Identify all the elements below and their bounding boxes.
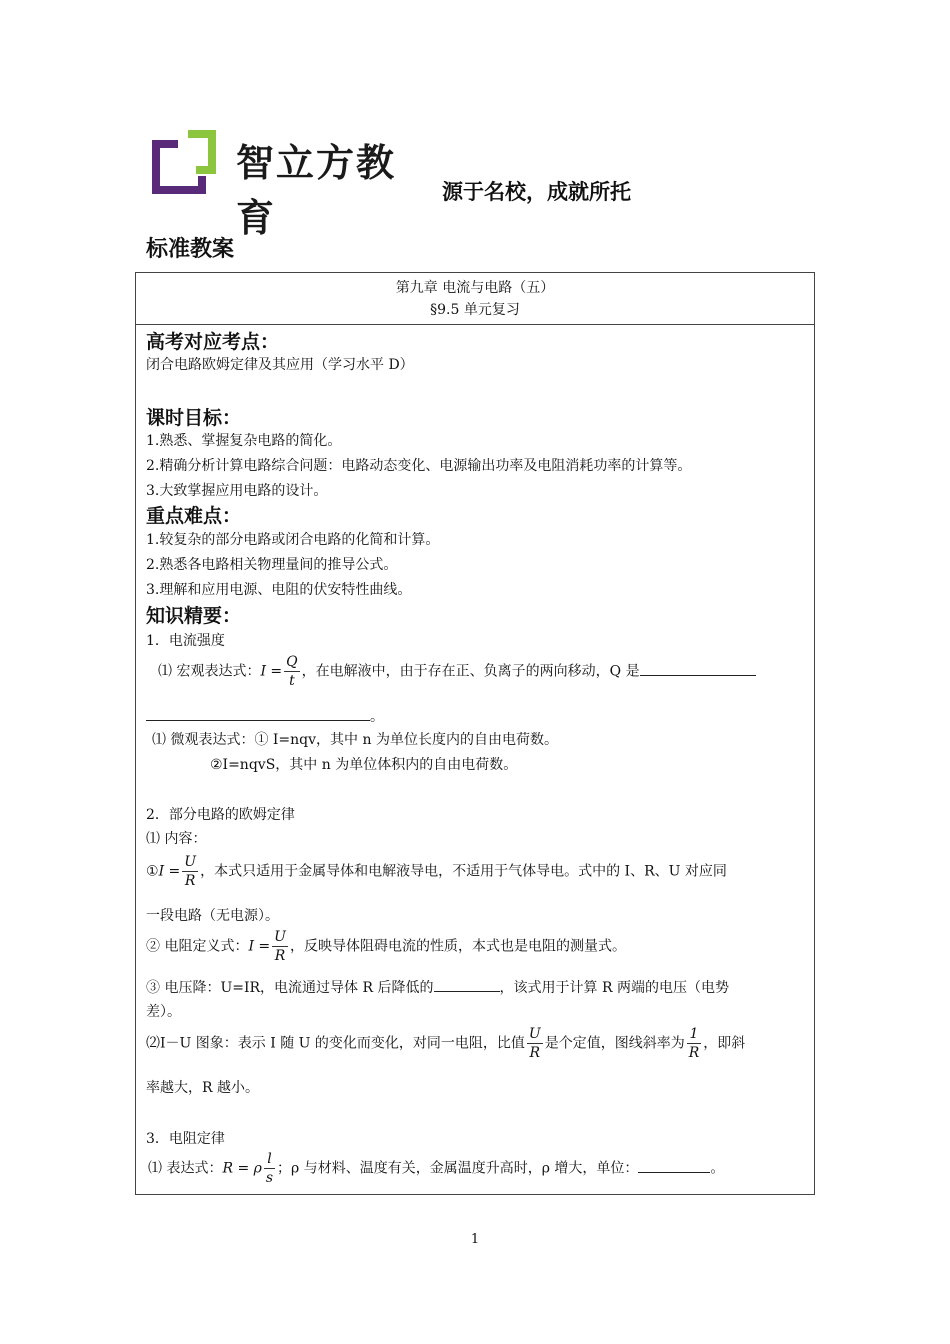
- knowledge-heading: 知识精要：: [146, 605, 242, 627]
- s2-item2: ② 电阻定义式：I = $\frac{U}{R}$ ，反映导体阻碍电流的性质，本式也是电阻的测量式。: [146, 929, 626, 964]
- s2-iu-graph: ⑵I－U 图象：表示 I 随 U 的变化而变化，对同一电阻，比值 $\frac{U}{R}$ 是个定值，图线斜率为 $\frac{1}{R}$ ，即斜: [146, 1026, 746, 1061]
- answer-blank[interactable]: [638, 1158, 710, 1173]
- s2-iu-cont: 率越大，R 越小。: [146, 1080, 259, 1096]
- key-point-item: 1.较复杂的部分电路或闭合电路的化简和计算。: [146, 532, 440, 548]
- doc-type-title: 标准教案: [146, 237, 235, 262]
- lesson-header: [136, 273, 814, 325]
- logo-mark-icon: [148, 126, 220, 198]
- section-title: §9.5 单元复习: [430, 302, 520, 318]
- fraction-u-over-r: $\frac{U}{R}$: [184, 854, 197, 889]
- s1-title: 1．电流强度: [146, 633, 225, 649]
- s2-content-label: ⑴ 内容：: [146, 831, 207, 847]
- brand-logo: [148, 126, 408, 240]
- chapter-title: 第九章 电流与电路（五）: [395, 280, 555, 296]
- key-point-item: 2.熟悉各电路相关物理量间的推导公式。: [146, 557, 398, 573]
- s1-macro-line: ⑴ 宏观表达式：I = $\frac{Q}{t}$ ，在电解液中，由于存在正、负离子的两向移动，Q 是: [158, 653, 756, 690]
- goal-item: 3.大致掌握应用电路的设计。: [146, 483, 328, 499]
- goal-item: 1.熟悉、掌握复杂电路的简化。: [146, 433, 342, 449]
- s2-title: 2．部分电路的欧姆定律: [146, 807, 295, 823]
- slogan: 源于名校，成就所托: [442, 180, 631, 204]
- s2-item3: ③ 电压降：U=IR，电流通过导体 R 后降低的 ，该式用于计算 R 两端的电压（电势: [146, 977, 729, 997]
- fraction-q-over-t: $\frac{Q}{t}$: [286, 654, 298, 689]
- answer-blank[interactable]: [640, 661, 756, 676]
- fraction-l-over-s: $\frac{l}{s}$: [265, 1151, 274, 1186]
- s2-item1-cont: 一段电路（无电源）。: [146, 908, 279, 924]
- s2-item3-cont: 差）。: [146, 1004, 181, 1020]
- s1-micro-2: ②I=nqvS，其中 n 为单位体积内的自由电荷数。: [210, 757, 518, 773]
- answer-blank[interactable]: [146, 706, 370, 721]
- lesson-box: [135, 272, 815, 1195]
- key-point-item: 3.理解和应用电源、电阻的伏安特性曲线。: [146, 582, 412, 598]
- key-points-heading: 重点难点：: [146, 505, 242, 527]
- fraction-u-over-r: $\frac{U}{R}$: [528, 1026, 541, 1061]
- exam-points-text: 闭合电路欧姆定律及其应用（学习水平 D）: [146, 357, 414, 373]
- goals-heading: 课时目标：: [146, 407, 242, 429]
- goal-item: 2.精确分析计算电路综合问题：电路动态变化、电源输出功率及电阻消耗功率的计算等。: [146, 458, 692, 474]
- s2-item1: ①I = $\frac{U}{R}$ ，本式只适用于金属导体和电解液导电，不适用于气体导电。式中的 I、R、U 对应同: [146, 854, 727, 889]
- s3-expression: ⑴ 表达式：R = ρ $\frac{l}{s}$ ；ρ 与材料、温度有关，金属温度升高时，ρ 增大，单位： 。: [148, 1151, 725, 1186]
- s1-macro-cont: 。: [146, 706, 384, 726]
- answer-blank[interactable]: [434, 977, 500, 992]
- page-number: 1: [470, 1232, 480, 1247]
- exam-points-heading: 高考对应考点：: [146, 331, 280, 353]
- s1-micro-1: ⑴ 微观表达式：① I=nqv，其中 n 为单位长度内的自由电荷数。: [152, 732, 558, 748]
- s3-title: 3．电阻定律: [146, 1131, 225, 1147]
- fraction-1-over-r: $\frac{1}{R}$: [688, 1026, 700, 1061]
- fraction-u-over-r: $\frac{U}{R}$: [274, 929, 286, 964]
- logo-text: 智立方教育: [236, 141, 397, 240]
